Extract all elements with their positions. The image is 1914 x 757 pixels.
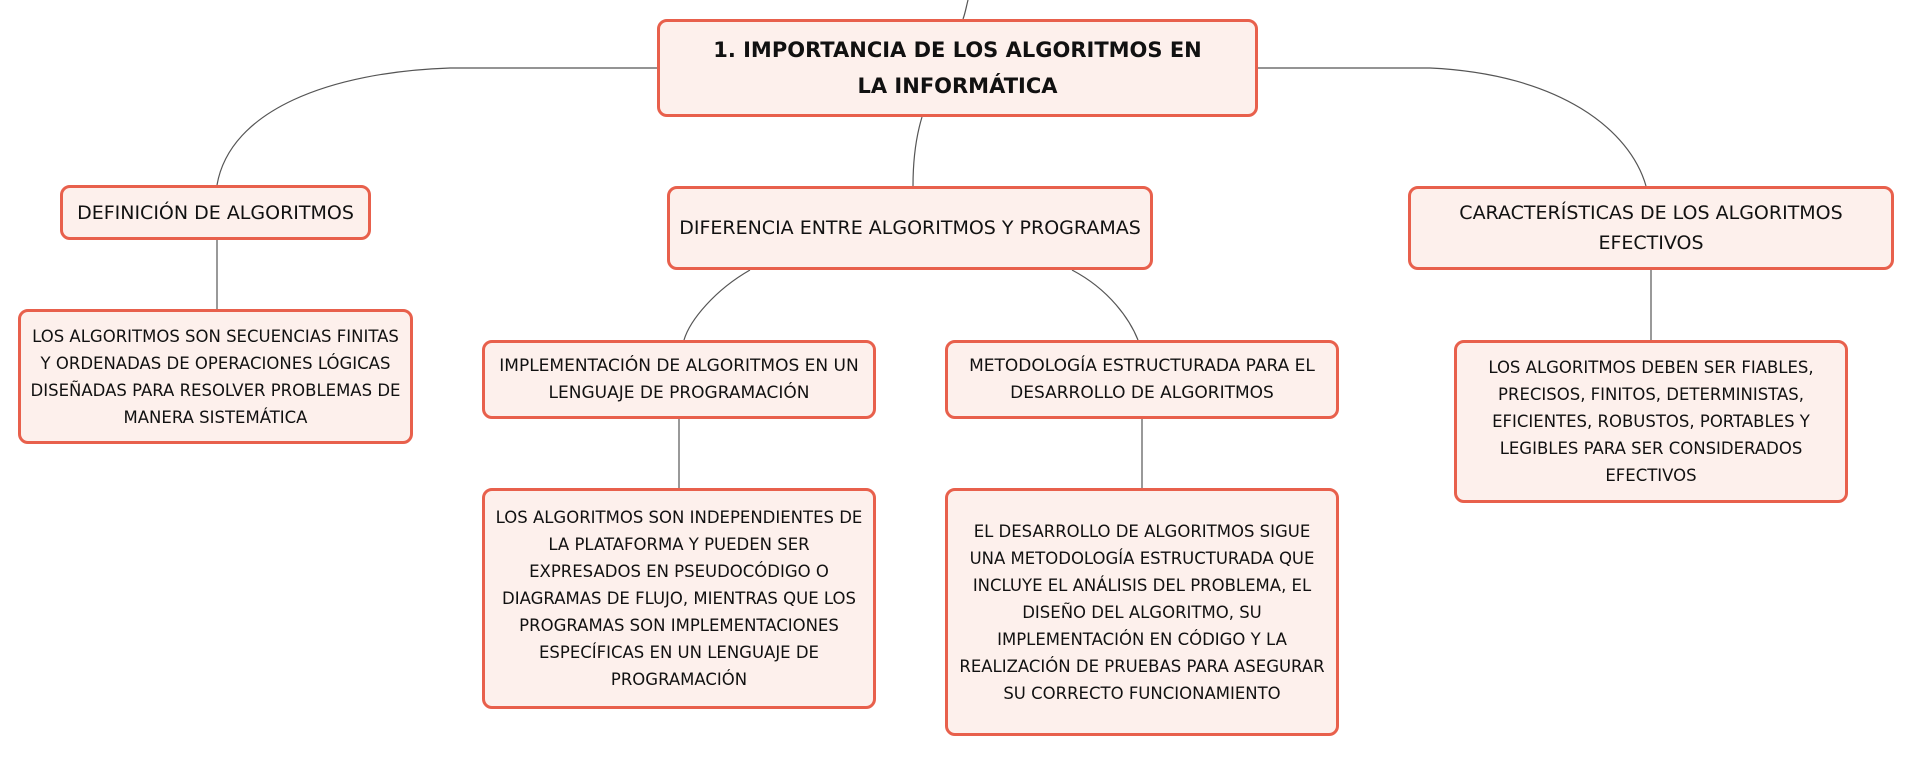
detail-caracteristicas-text: LOS ALGORITMOS DEBEN SER FIABLES, PRECISOS, FINITOS, DETERMINISTAS, EFICIENTES, ROBUSTOS, PORTABLES Y LEGIBLES PARA SER CONSIDERADOS EFECTIVOS <box>1488 358 1814 485</box>
subtopic-implementacion-node[interactable] <box>482 340 876 419</box>
connector-diferencia-to-metodologia <box>1072 270 1138 340</box>
detail-metodologia-text: EL DESARROLLO DE ALGORITMOS SIGUE UNA METODOLOGÍA ESTRUCTURADA QUE INCLUYE EL ANÁLISIS DEL PROBLEMA, EL DISEÑO DEL ALGORITMO, SU IMPLEMENTACIÓN EN CÓDIGO Y LA REALIZACIÓN DE PRUEBAS PARA ASEGURAR SU CORRECTO FUNCIONAMIENTO <box>959 521 1325 703</box>
detail-caracteristicas-node[interactable] <box>1454 340 1848 503</box>
topic-diferencia-label: DIFERENCIA ENTRE ALGORITMOS Y PROGRAMAS <box>679 217 1141 239</box>
connector-diferencia-to-implementacion <box>684 270 750 340</box>
connector-parent-to-root <box>963 0 968 19</box>
topic-caracteristicas-node[interactable] <box>1408 186 1894 270</box>
detail-definicion-text: LOS ALGORITMOS SON SECUENCIAS FINITAS Y ORDENADAS DE OPERACIONES LÓGICAS DISEÑADAS PARA RESOLVER PROBLEMAS DE MANERA SISTEMÁTICA <box>30 326 401 427</box>
subtopic-implementacion-label: IMPLEMENTACIÓN DE ALGORITMOS EN UN LENGUAJE DE PROGRAMACIÓN <box>499 355 859 403</box>
detail-definicion-node[interactable] <box>18 309 413 444</box>
topic-definicion-node[interactable] <box>60 185 371 240</box>
subtopic-metodologia-label: METODOLOGÍA ESTRUCTURADA PARA EL DESARROLLO DE ALGORITMOS <box>969 355 1315 403</box>
root-topic-title: 1. IMPORTANCIA DE LOS ALGORITMOS EN LA INFORMÁTICA <box>713 38 1202 98</box>
topic-caracteristicas-label: CARACTERÍSTICAS DE LOS ALGORITMOS EFECTIVOS <box>1459 202 1843 254</box>
connector-root-to-definicion <box>217 68 657 185</box>
detail-implementacion-node[interactable] <box>482 488 876 709</box>
topic-definicion-label: DEFINICIÓN DE ALGORITMOS <box>77 201 354 224</box>
subtopic-metodologia-node[interactable] <box>945 340 1339 419</box>
detail-metodologia-node[interactable] <box>945 488 1339 736</box>
detail-implementacion-text: LOS ALGORITMOS SON INDEPENDIENTES DE LA PLATAFORMA Y PUEDEN SER EXPRESADOS EN PSEUDOCÓDIGO O DIAGRAMAS DE FLUJO, MIENTRAS QUE LOS PROGRAMAS SON IMPLEMENTACIONES ESPECÍFICAS EN UN LENGUAJE DE PROGRAMACIÓN <box>495 508 863 689</box>
topic-diferencia-node[interactable] <box>667 186 1153 270</box>
connector-root-to-diferencia <box>913 117 922 186</box>
connector-root-to-caracteristicas <box>1258 68 1646 186</box>
root-topic-node[interactable] <box>657 19 1258 117</box>
